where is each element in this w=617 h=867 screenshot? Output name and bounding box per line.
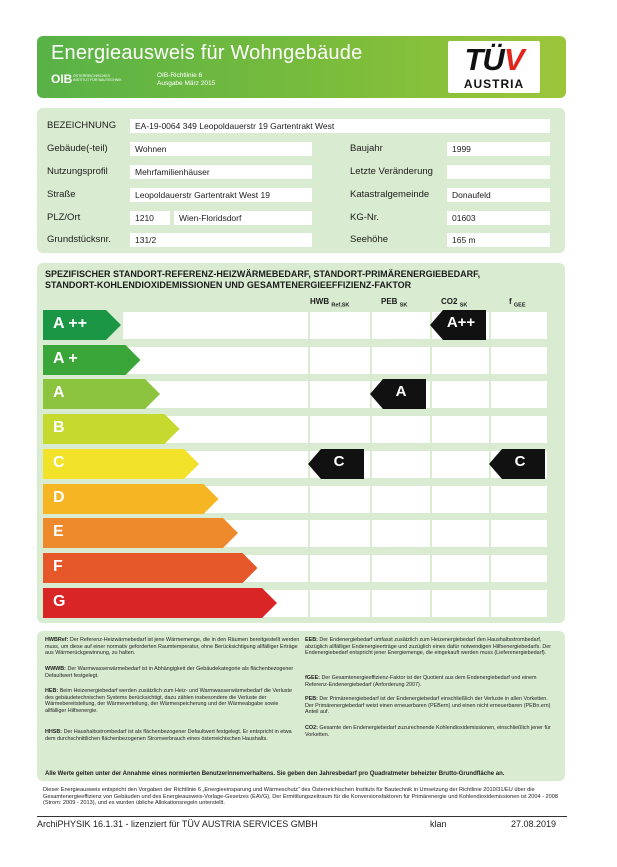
definition-wwwb-title: WWWB: — [45, 666, 66, 672]
guideline-line-2: Ausgabe März 2015 — [157, 80, 216, 87]
nutzungsprofil-value: Mehrfamilienhäuser — [130, 165, 312, 179]
energy-class-label: E — [53, 523, 64, 541]
energy-class-arrow — [43, 449, 199, 479]
column-header-co2-name: CO2 — [441, 297, 458, 306]
column-header-co2-sub: SK — [459, 302, 468, 309]
energy-heading-line-2: STANDORT-KOHLENDIOXIDEMISSIONEN UND GESAMTENERGIEEFFIZIENZ-FAKTOR — [45, 280, 412, 290]
indicator-column — [370, 312, 430, 618]
column-header-fgee-sub: GEE — [513, 302, 526, 309]
definition-peb-body: Der Primärenergiebedarf ist der Endenergiebedarf einschließlich der Verluste in allen Vorketten. Der Primärenergiebedarf weist einen erneuerbaren (PEBern) und einen nicht erneuerbaren (PEBn.ern) Anteil auf. — [305, 696, 551, 716]
definition-eeb — [305, 637, 557, 657]
energy-class-label: A ++ — [53, 315, 88, 332]
definition-co2-body: Gesamte den Endenergiebedarf zuzurechnende Kohlendioxidemissionen, einschließlich jener für Vorketten. — [305, 725, 551, 738]
strasse-label: Straße — [47, 189, 76, 200]
definition-peb-title: PEB: — [305, 696, 318, 702]
definition-fgee-title: fGEE: — [305, 675, 320, 681]
definition-eeb-title: EEB: — [305, 637, 318, 643]
bezeichnung-label: BEZEICHNUNG — [47, 120, 117, 131]
column-header-hwb-name: HWB — [310, 297, 330, 306]
katastralgemeinde-label: Katastralgemeinde — [350, 189, 430, 200]
user-initials: klan — [430, 819, 447, 829]
tuv-logo-v: V — [503, 42, 524, 77]
issue-date: 27.08.2019 — [511, 819, 557, 829]
energy-class-arrow — [43, 588, 277, 618]
grundstuecksnr-value: 131/2 — [130, 233, 312, 247]
energy-rating-panel — [37, 263, 565, 623]
oib-logo-text: OIB — [51, 72, 73, 86]
guideline-info — [157, 72, 215, 88]
letzte-veraenderung-value — [447, 165, 550, 179]
legal-footer-text: Dieser Energieausweis entspricht den Vorgaben der Richtlinie 6 „Energieeinsparung und Wärmeschutz“ des Österreichischen Instituts für Bautechnik in Umsetzung der Richtlinie 2010/31/EU über die Gesamtenergieeffizienz von Gebäuden und des Energieausweis-Vorlage-Gesetzes (EAVG). Der Ermittlungszeitraum für die Konversionsfaktoren für Primärenergie und Kohlendioxidemissionen ist 2004 - 2008 (Strom: 2009 - 2013), und es wurden übliche Allokationsregeln unterstellt. — [43, 787, 559, 807]
definition-fgee-body: Der Gesamtenergieeffizienz-Faktor ist der Quotient aus dem Endenergiebedarf und einem Referenz-Endenergiebedarf (Anforderung 2007). — [305, 675, 537, 688]
definition-heb-title: HEB: — [45, 688, 59, 694]
energy-class-arrow-shape — [43, 449, 199, 479]
definition-eeb-body: Der Endenergiebedarf umfasst zusätzlich zum Heizenergiebedarf den Haushaltsstrombedarf, abzüglich allfälliger Endenergieerträge und zuzüglich eines dafür notwendigen Hilfsenergiebedarfs. Der Endenergiebedarf entspricht jener Energiemenge, die eingekauft werden muss (Lieferenergiebedarf). — [305, 637, 552, 657]
definition-heb-body: Beim Heizenergiebedarf werden zusätzlich zum Heiz- und Warmwasserwärmebedarf die Verluste des gebäudetechnischen Systems berücksichtigt, dazu zählen insbesondere die Verluste der Wärmebereitstellung, der Wärmeverteilung, der Wärmespeicherung und der Wärmeabgabe sowie allfälliger Hilfsenergie. — [45, 688, 292, 714]
energy-class-arrow — [43, 379, 160, 409]
nutzungsprofil-label: Nutzungsprofil — [47, 166, 108, 177]
definition-hwb-body: Der Referenz-Heizwärmebedarf ist jene Wärmemenge, die in den Räumen bereitgestellt werden muss, um diese auf einer normativ geforderten Raumtemperatur, ohne Berücksichtigung allfälliger Erträge aus Wärmerückgewinnung, zu halten. — [45, 637, 300, 657]
definition-hwb — [45, 637, 300, 657]
letzte-veraenderung-label: Letzte Veränderung — [350, 166, 433, 177]
energy-class-arrow — [43, 310, 121, 340]
energy-class-label: B — [53, 419, 65, 437]
definition-hhsb-title: HHSB: — [45, 729, 63, 735]
kg-nr-value: 01603 — [447, 211, 550, 225]
energy-class-arrow-shape — [43, 484, 219, 514]
footer-divider — [37, 816, 567, 817]
energy-class-arrow-shape — [43, 553, 258, 583]
baujahr-label: Baujahr — [350, 143, 383, 154]
definitions-panel — [37, 631, 565, 781]
tuv-austria-logo — [448, 41, 540, 93]
energy-class-arrow — [43, 553, 258, 583]
gebaeude-value: Wohnen — [130, 142, 312, 156]
energy-class-arrow — [43, 414, 180, 444]
software-license: ArchiPHYSIK 16.1.31 - lizenziert für TÜV AUSTRIA SERVICES GMBH — [37, 819, 318, 829]
document-title: Energieausweis für Wohngebäude — [51, 42, 363, 64]
definition-heb — [45, 688, 300, 714]
rating-rows — [37, 263, 565, 623]
seehoehe-label: Seehöhe — [350, 234, 389, 245]
rating-indicator-label: A++ — [446, 314, 476, 331]
definition-wwwb — [45, 666, 300, 679]
header-banner — [37, 36, 566, 98]
definition-hhsb — [45, 729, 300, 742]
baujahr-value: 1999 — [447, 142, 550, 156]
energy-class-arrow — [43, 484, 219, 514]
indicator-column — [430, 312, 490, 618]
definitions-note: Alle Werte gelten unter der Annahme eines normierten Benutzerinnenverhaltens. Sie geben den Jahresbedarf pro Quadratmeter beheizter Brutto-Grundfläche an. — [45, 771, 505, 777]
guideline-line-1: OIB-Richtlinie 6 — [157, 72, 203, 79]
energy-heading-line-1: SPEZIFISCHER STANDORT-REFERENZ-HEIZWÄRMEBEDARF, STANDORT-PRIMÄRENERGIEBEDARF, — [45, 269, 481, 279]
definition-hwb-title: HWBRef: — [45, 637, 69, 643]
definition-co2-title: CO2: — [305, 725, 318, 731]
rating-indicator-co2 — [430, 310, 486, 340]
definition-peb — [305, 696, 557, 716]
strasse-value: Leopoldauerstr Gartentrakt West 19 — [130, 188, 312, 202]
energy-class-arrow — [43, 345, 141, 375]
seehoehe-value: 165 m — [447, 233, 550, 247]
rating-indicator-label: C — [333, 452, 345, 470]
plz-value: 1210 — [130, 211, 170, 225]
rating-indicator-hwb — [308, 449, 364, 479]
energy-class-label: F — [53, 557, 63, 575]
building-info-panel — [37, 108, 565, 253]
ort-value: Wien-Floridsdorf — [174, 211, 312, 225]
energy-class-label: D — [53, 488, 65, 506]
rating-indicator-peb — [370, 379, 426, 409]
definition-wwwb-body: Der Warmwasserwärmebedarf ist in Abhängigkeit der Gebäudekategorie als flächenbezogener Defaultwert festgelegt. — [45, 666, 294, 679]
oib-logo — [51, 72, 121, 90]
tuv-logo-letters: TÜ — [464, 42, 504, 77]
energy-class-arrow — [43, 518, 238, 548]
definition-co2 — [305, 725, 557, 738]
oib-logo-subtext: ÖSTERREICHISCHES INSTITUT FÜR BAUTECHNIK — [73, 74, 122, 83]
column-header-hwb-sub: Ref,SK — [331, 302, 350, 309]
column-header-peb-name: PEB — [381, 297, 398, 306]
energy-class-label: A + — [53, 349, 78, 367]
grundstuecksnr-label: Grundstücksnr. — [47, 234, 111, 245]
rating-indicator-label: A — [395, 383, 407, 401]
energy-class-arrow-shape — [43, 588, 277, 618]
plz-ort-label: PLZ/Ort — [47, 212, 81, 223]
energy-class-label: G — [53, 592, 66, 610]
column-header-fgee-name: f — [509, 297, 512, 306]
definition-fgee — [305, 675, 557, 688]
katastralgemeinde-value: Donaufeld — [447, 188, 550, 202]
definition-hhsb-body: Der Haushaltsstrombedarf ist als flächenbezogener Defaultwert festgelegt. Er entspricht in etwa dem durchschnittlichen flächenbezogenen Stromverbrauch eines österreichischen Haushalts. — [45, 729, 292, 742]
energy-class-arrow-shape — [43, 518, 238, 548]
energy-class-label: C — [53, 453, 65, 471]
gebaeude-label: Gebäude(-teil) — [47, 143, 108, 154]
rating-indicator-fgee — [489, 449, 545, 479]
kg-nr-label: KG-Nr. — [350, 212, 380, 223]
energy-class-label: A — [53, 384, 65, 402]
bezeichnung-value: EA-19-0064 349 Leopoldauerstr 19 Gartentrakt West — [130, 119, 550, 133]
column-header-peb-sub: SK — [399, 302, 408, 309]
rating-indicator-label: C — [514, 452, 526, 470]
tuv-logo-subtext: AUSTRIA — [463, 77, 525, 91]
tuv-logo-word — [448, 42, 540, 78]
